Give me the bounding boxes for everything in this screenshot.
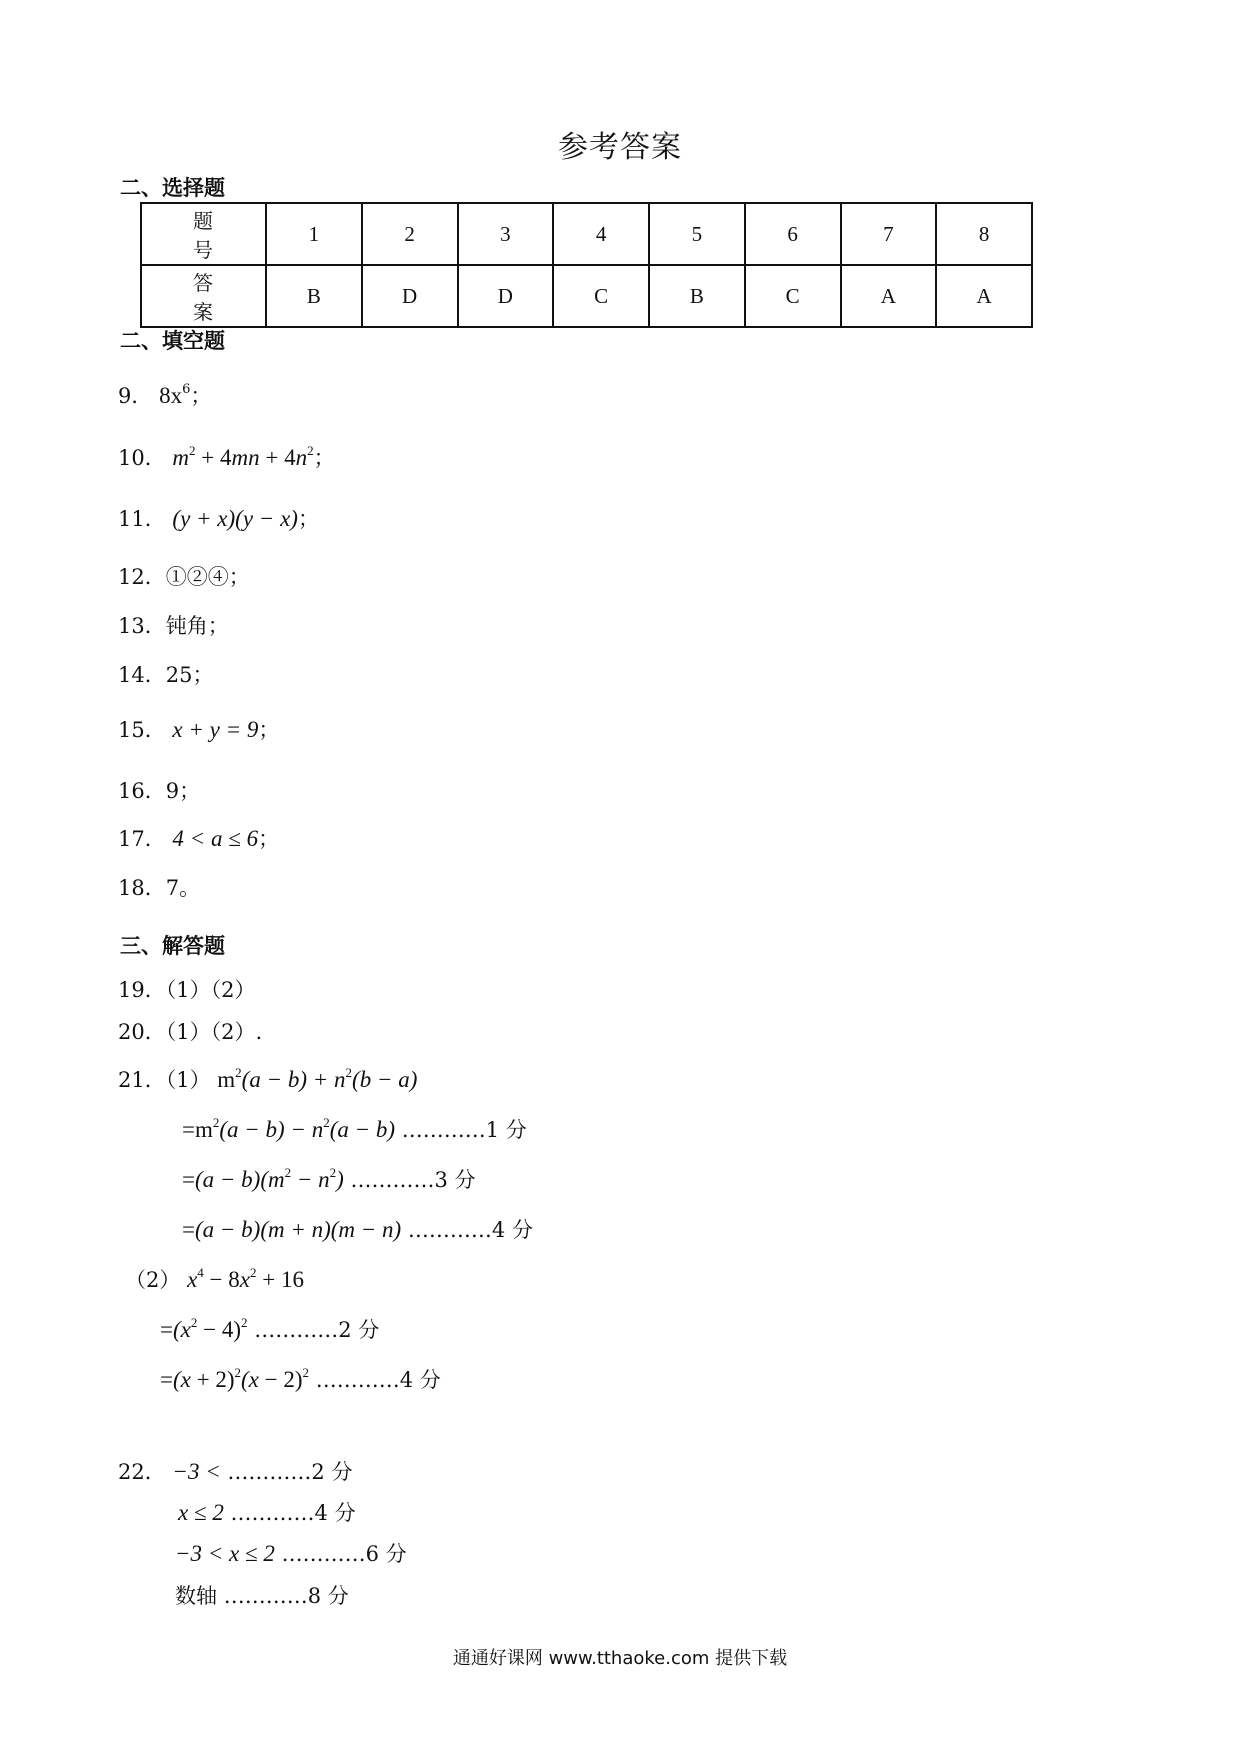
table-cell: 1 [266, 203, 362, 265]
table-cell: 4 [553, 203, 649, 265]
answer-10: 10． $m^2 + 4mn + 4n^2$； [118, 443, 335, 470]
answer-21-step1: $=m^2(a - b) - n^2(a - b)$ …………1 分 [182, 1115, 527, 1142]
footer-text: 通通好课网 www.tthaoke.com 提供下载 [452, 1648, 788, 1669]
answer-11: 11． (y + x)(y − x)； [118, 506, 319, 531]
answer-12: 12．①②④； [118, 565, 250, 589]
answer-22-line4: 数轴 …………8 分 [175, 1584, 349, 1608]
answer-9: 9． $8x^6$； [118, 382, 212, 408]
table-cell: C [745, 265, 841, 327]
table-cell: A [841, 265, 937, 327]
table-cell: A [936, 265, 1032, 327]
answer-21-part2-step1: $=(x^2 - 4)^2$ …………2 分 [160, 1315, 380, 1342]
answer-16: 16．9； [118, 779, 201, 803]
answer-19: 19．（1）（2） [118, 978, 256, 1002]
table-cell: 7 [841, 203, 937, 265]
answer-14: 14．25； [118, 663, 214, 687]
table-cell: D [458, 265, 554, 327]
answer-13: 13．钝角； [118, 614, 229, 638]
page-title: 参考答案 [558, 130, 682, 165]
answer-21-part1: 21．（1） $m^2(a - b) + n^2(b - a)$ [118, 1065, 418, 1092]
answer-22-line1: 22． −3 < …………2 分 [118, 1459, 353, 1484]
table-cell: 3 [458, 203, 554, 265]
answer-18: 18．7。 [118, 876, 201, 900]
table-header-answer: 答 案 [141, 265, 266, 327]
table-row-numbers [141, 203, 1032, 265]
table-row-answers [141, 265, 1032, 327]
table-cell: 2 [362, 203, 458, 265]
table-cell: 6 [745, 203, 841, 265]
table-cell: D [362, 265, 458, 327]
answer-15: 15． x + y = 9； [118, 717, 280, 742]
answer-21-part2: （2） $x^4 - 8x^2 + 16$ [125, 1265, 304, 1292]
table-header-number: 题 号 [141, 203, 266, 265]
table-cell: B [266, 265, 362, 327]
answer-21-part2-step2: $=(x + 2)^2(x - 2)^2$ …………4 分 [160, 1365, 441, 1392]
answer-20: 20．（1）（2）. [118, 1020, 263, 1044]
section-heading-choice: 二、选择题 [120, 175, 225, 200]
section-heading-solve: 三、解答题 [120, 933, 225, 958]
answer-10-expression: $m^2 + 4mn + 4n^2$ [172, 443, 314, 470]
answer-21-step2: $=(a - b)(m^2 - n^2)$ …………3 分 [182, 1165, 476, 1192]
answer-22-line3: −3 < x ≤ 2 …………6 分 [175, 1541, 407, 1566]
table-cell: 8 [936, 203, 1032, 265]
answer-table [140, 202, 1033, 328]
answer-22-line2: x ≤ 2 …………4 分 [178, 1500, 356, 1525]
table-cell: B [649, 265, 745, 327]
section-heading-fill: 二、填空题 [120, 328, 225, 353]
table-cell: C [553, 265, 649, 327]
table-cell: 5 [649, 203, 745, 265]
answer-21-step3: =(a − b)(m + n)(m − n) …………4 分 [182, 1217, 533, 1242]
answer-21-expression: $m^2(a - b) + n^2(b - a)$ [217, 1065, 418, 1092]
answer-17: 17． 4 < a ≤ 6； [118, 826, 280, 851]
